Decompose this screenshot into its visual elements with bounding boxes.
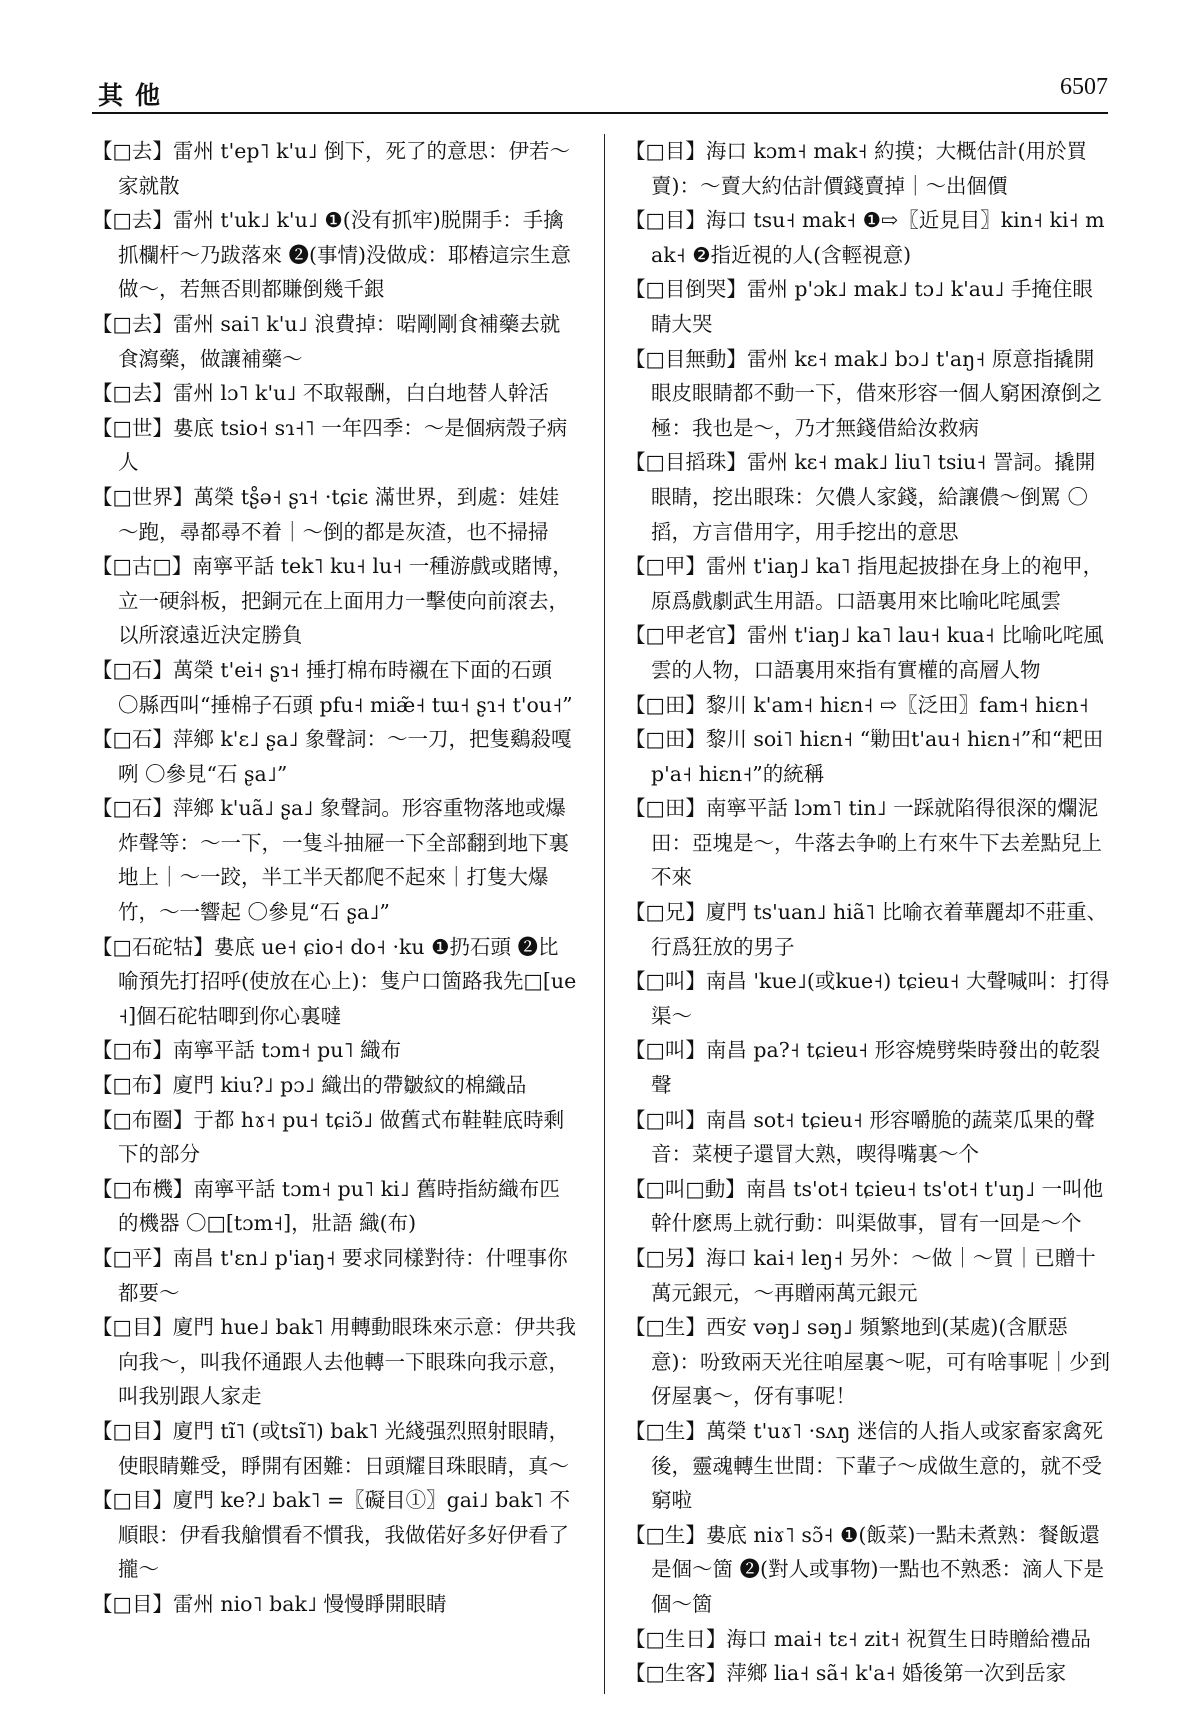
dictionary-entry: 【□目】廈門 ke?˩ bak˥ =〖礙目①〗gai˩ bak˥ 不順眼：伊看我艙慣看不慣我，我做偌好多好伊看了攏～ <box>92 1488 571 1582</box>
dictionary-entry: 【□石】萬榮 t'ei˧ ʂɿ˧ 捶打棉布時襯在下面的石頭 〇縣西叫“捶棉子石頭 pfu˧ miæ̃˧ tɯ˧ ʂɿ˧ t'ou˧” <box>92 657 573 717</box>
dictionary-entry: 【□古□】南寧平話 tek˥ ku˧ lu˧ 一種游戲或賭博，立一硬斜板，把銅元在上面用力一擊使向前滾去，以所滾遠近決定勝負 <box>92 554 573 648</box>
dictionary-entry: 【□去】雷州 lɔ˥ k'u˩ 不取報酬，白白地替人幹活 <box>92 381 549 406</box>
dictionary-entry: 【□目】廈門 tĩ˥ (或tsĩ˥) bak˥ 光綫强烈照射眼睛，使眼睛難受，睜開有困難：日頭耀目珠眼睛，真～ <box>92 1418 570 1478</box>
dictionary-entry: 【□叫□動】南昌 ts'ot˧ tɕieu˧ ts'ot˧ t'uŋ˩ 一叫他幹什麽馬上就行動：叫渠做事，冒有一回是～个 <box>625 1176 1104 1236</box>
dictionary-entry: 【□平】南昌 t'ɛn˩ p'iaŋ˧ 要求同樣對待：什哩事你都要～ <box>92 1246 568 1305</box>
dictionary-entry: 【□石砣牯】婁底 ue˧ ɕio˧ do˧ ·ku ❶扔石頭 ❷比喻預先打招呼(使放在心上)：隻户口箇路我先□[ue˧]個石砣牯唧到你心裏噠 <box>92 934 577 1028</box>
dictionary-entry: 【□世】婁底 tsio˧ sɿ˧˥ 一年四季：～是個病殼子病人 <box>92 415 568 475</box>
dictionary-entry: 【□目倒哭】雷州 p'ɔk˩ mak˩ tɔ˩ k'au˩ 手掩住眼睛大哭 <box>625 277 1093 336</box>
dictionary-entry: 【□生日】海口 mai˧ tɛ˧ zit˧ 祝賀生日時贈給禮品 <box>625 1626 1091 1651</box>
dictionary-entry: 【□叫】南昌 pa?˧ tɕieu˧ 形容燒劈柴時發出的乾裂聲 <box>625 1038 1101 1098</box>
page-number: 6507 <box>1060 74 1108 100</box>
dictionary-entry: 【□目搯珠】雷州 kɛ˧ mak˩ liu˥ tsiu˧ 詈詞。撬開眼睛，挖出眼珠：欠儂人家錢，給讓儂～倒罵 〇搯，方言借用字，用手挖出的意思 <box>625 450 1096 544</box>
dictionary-entry: 【□生】萬榮 t'uɤ˥ ·sʌŋ 迷信的人指人或家畜家禽死後，靈魂轉生世間：下輩子～成做生意的，就不受窮啦 <box>625 1418 1103 1513</box>
dictionary-entry: 【□去】雷州 t'ep˥ k'u˩ 倒下，死了的意思：伊若～家就散 <box>92 139 571 198</box>
dictionary-entry: 【□去】雷州 t'uk˩ k'u˩ ❶(没有抓牢)脱開手：手擒抓欄杆～乃跋落來 ❷(事情)没做成：耶樁這宗生意做～，若無否則都賺倒幾千銀 <box>92 208 572 302</box>
dictionary-entry: 【□世界】萬榮 tʂ̊ə˧ ʂɿ˧ ·tɕiɛ 滿世界，到處：娃娃～跑，尋都尋不着｜～倒的都是灰渣，也不掃掃 <box>92 484 560 544</box>
dictionary-entry: 【□去】雷州 sai˥ k'u˩ 浪費掉：啱剛剛食補藥去就食瀉藥，做讓補藥～ <box>92 311 561 371</box>
dictionary-entry: 【□石】萍鄉 k'ɛ˩ ʂa˩ 象聲詞：～一刀，把隻鷄殺嘎咧 〇參見“石 ʂa˩” <box>92 727 572 786</box>
dictionary-entry: 【□兄】廈門 ts'uan˩ hiã˥ 比喻衣着華麗却不莊重、行爲狂放的男子 <box>625 900 1108 959</box>
running-head-title: 其他 <box>98 81 173 110</box>
dictionary-entry: 【□布機】南寧平話 tɔm˧ pu˥ ki˩ 舊時指紡織布匹的機器 〇□[tɔm˧]，壯語 織(布) <box>92 1176 560 1236</box>
dictionary-entry: 【□叫】南昌 'kue˩(或kue˧) tɕieu˧ 大聲喊叫：打得渠～ <box>625 969 1110 1028</box>
left-column <box>92 134 577 1622</box>
dictionary-entry: 【□叫】南昌 sot˧ tɕieu˧ 形容嚼脆的蔬菜瓜果的聲音：菜梗子還冒大熟，喫得嘴裏～个 <box>625 1107 1095 1167</box>
dictionary-entry: 【□目】海口 tsu˧ mak˧ ❶⇨〖近見目〗kin˧ ki˧ mak˧ ❷指近視的人(含輕視意) <box>625 208 1105 267</box>
dictionary-entry: 【□田】南寧平話 lɔm˥ tin˩ 一踩就陷得很深的爛泥田：亞塊是～，牛落去争啲上冇來牛下去差點兒上不來 <box>625 796 1102 890</box>
column-divider <box>604 134 605 1694</box>
dictionary-entry: 【□石】萍鄉 k'uã˩ ʂa˩ 象聲詞。形容重物落地或爆炸聲等：～一下，一隻斗抽屜一下全部翻到地下裏地上｜～一跤，半工半天都爬不起來｜打隻大爆竹，～一響起 〇參見“石 ʂa˩” <box>92 796 569 925</box>
right-column <box>625 134 1110 1691</box>
dictionary-entry: 【□甲老官】雷州 t'iaŋ˩ ka˥ lau˧ kua˧ 比喻叱咤風雲的人物，口語裏用來指有實權的高層人物 <box>625 623 1104 682</box>
page-header <box>92 70 1108 110</box>
dictionary-entry: 【□布圈】于都 hɤ˧ pu˧ tɕiɔ̃˩ 做舊式布鞋鞋底時剩下的部分 <box>92 1107 565 1167</box>
dictionary-entry: 【□生】婁底 niɤ˥ sɔ̃˧ ❶(飯菜)一點未煮熟：餐飯還是個～箇 ❷(對人或事物)一點也不熟悉：滴人下是個～箇 <box>625 1522 1105 1616</box>
dictionary-entry: 【□目】雷州 nio˥ bak˩ 慢慢睜開眼睛 <box>92 1591 447 1616</box>
dictionary-entry: 【□目】海口 kɔm˧ mak˧ 約摸；大概估計(用於買賣)：～賣大約估計價錢賣掉｜～出個價 <box>625 139 1088 198</box>
dictionary-entry: 【□目無動】雷州 kɛ˧ mak˩ bɔ˩ t'aŋ˧ 原意指撬開眼皮眼睛都不動一下，借來形容一個人窮困潦倒之極：我也是～，乃才無錢借給汝救病 <box>625 346 1102 440</box>
dictionary-entry: 【□目】廈門 hue˩ bak˥ 用轉動眼珠來示意：伊共我向我～，叫我伓通跟人去他轉一下眼珠向我示意，叫我别跟人家走 <box>92 1315 576 1409</box>
dictionary-entry: 【□生客】萍鄉 lia˧ sã˧ k'a˧ 婚後第一次到岳家 <box>625 1661 1067 1686</box>
dictionary-entry: 【□甲】雷州 t'iaŋ˩ ka˥ 指甩起披掛在身上的袍甲，原爲戲劇武生用語。口語裏用來比喻叱咤風雲 <box>625 554 1104 613</box>
dictionary-entry: 【□布】廈門 kiu?˩ pɔ˩ 織出的帶皺紋的棉織品 <box>92 1073 527 1098</box>
dictionary-entry: 【□田】黎川 k'am˧ hiɛn˧ ⇨〖泛田〗fam˧ hiɛn˧ <box>625 692 1089 717</box>
dictionary-entry: 【□布】南寧平話 tɔm˧ pu˥ 織布 <box>92 1038 402 1063</box>
dictionary-entry: 【□另】海口 kai˧ leŋ˧ 另外：～做｜～買｜已贈十萬元銀元，～再贈兩萬元銀元 <box>625 1246 1096 1305</box>
dictionary-entry: 【□田】黎川 soi˥ hiɛn˧ “勦田t'au˧ hiɛn˧”和“耙田p'a˧ hiɛn˧”的統稱 <box>625 727 1104 786</box>
header-rule <box>92 112 1108 114</box>
dictionary-entry: 【□生】西安 vəŋ˩ səŋ˩ 頻繁地到(某處)(含厭惡意)：吩致兩天光往咱屋裏～呢，可有啥事呢｜少到伢屋裏～，伢有事呢！ <box>625 1315 1110 1409</box>
